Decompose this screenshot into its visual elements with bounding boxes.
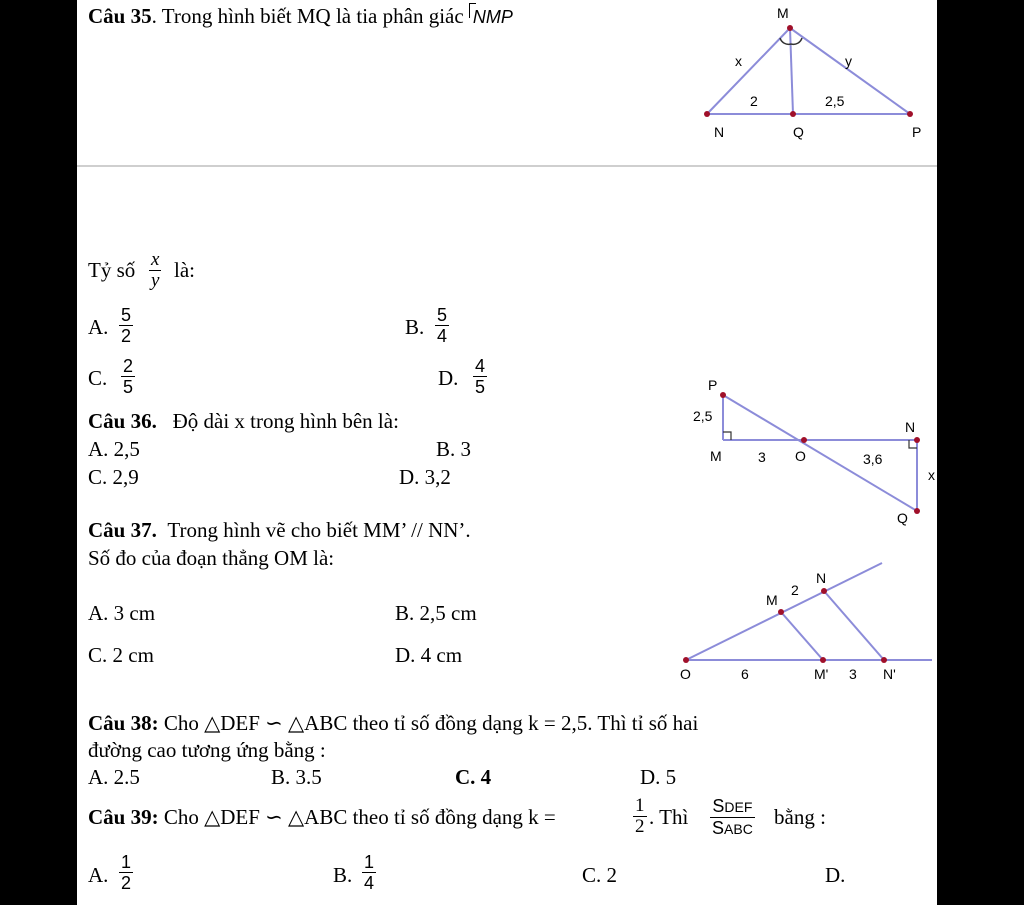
q37-figure <box>77 0 937 905</box>
label-x: x <box>928 467 935 483</box>
q35-opt-b-letter: B. <box>405 315 425 339</box>
q39-k-fraction: $\frac{1}{2}$ <box>635 795 645 837</box>
q38-line2: đường cao tương ứng bằng : <box>88 738 326 762</box>
q35-angle: NMP <box>472 7 513 27</box>
label-o: O <box>680 666 691 682</box>
label-n: N <box>816 570 827 586</box>
label-x: x <box>735 53 742 69</box>
label-m2: M' <box>814 666 829 682</box>
q38-opt-b: B. 3.5 <box>271 765 322 789</box>
q39-opt-a-frac: $\frac{1}{2}$ <box>121 852 132 893</box>
q38-opt-d: D. 5 <box>640 765 677 789</box>
label-m: M <box>710 448 722 464</box>
label-mn: 2 <box>791 582 799 598</box>
q37-line2: Số đo của đoạn thẳng OM là: <box>88 546 335 570</box>
label-nq: 2 <box>750 93 758 109</box>
q39-opt-a-letter: A. <box>88 863 109 887</box>
q36-opt-d: D. 3,2 <box>399 465 451 489</box>
q35-opt-c-frac: $\frac{2}{5}$ <box>123 356 134 397</box>
point-n <box>821 588 827 594</box>
point-m2 <box>820 657 826 663</box>
point-n2 <box>881 657 887 663</box>
q37-opt-b: B. 2,5 cm <box>395 601 477 625</box>
q35-opt-d-letter: D. <box>438 366 459 390</box>
q35-opt-d-frac: $\frac{4}{5}$ <box>475 356 486 397</box>
q35-opt-b-frac: $\frac{5}{4}$ <box>437 305 448 346</box>
q38-line <box>88 711 698 735</box>
point-m <box>778 609 784 615</box>
q36-text: Độ dài x trong hình bên là: <box>172 409 399 433</box>
q35-prompt-post: là: <box>174 258 195 282</box>
q38-opt-c: C. 4 <box>455 765 492 789</box>
q37-opt-c: C. 2 cm <box>88 643 154 667</box>
q39-text3: bằng : <box>774 805 826 829</box>
label-m: M <box>766 592 778 608</box>
q39-opt-c: C. 2 <box>582 863 618 887</box>
ray-on <box>686 563 882 660</box>
label-y: y <box>845 53 852 69</box>
q35-opt-a-frac: $\frac{5}{2}$ <box>121 305 132 346</box>
page <box>77 0 937 905</box>
q37-opt-a: A. 3 cm <box>88 601 156 625</box>
label-n: N <box>905 419 916 435</box>
label-q: Q <box>793 124 804 140</box>
q37-text: Trong hình vẽ cho biết MM’ // NN’. <box>167 518 471 542</box>
label-q: Q <box>897 510 908 526</box>
q35-prompt-fraction: $\frac{x}{y}$ <box>151 249 160 291</box>
q39-label: Câu 39: <box>88 805 159 829</box>
q36-opt-a: A. 2,5 <box>88 437 140 461</box>
q39-area-ratio: SDEF SABC <box>712 796 753 838</box>
mm-line <box>781 612 823 660</box>
q35-text: . Trong hình biết MQ là tia phân giác <box>151 4 464 28</box>
q38-text: Cho △DEF ∽ △ABC theo tỉ số đồng dạng k = 2,5. Thì tỉ số hai <box>163 711 699 735</box>
label-n2: N' <box>883 666 896 682</box>
label-m: M <box>777 5 789 21</box>
q39-opt-b-frac: $\frac{1}{4}$ <box>364 852 375 893</box>
q35-label: Câu 35 <box>88 4 152 28</box>
label-n: N <box>714 124 725 140</box>
q35-prompt-pre: Tỷ số <box>88 258 136 282</box>
q38-label: Câu 38: <box>88 711 159 735</box>
label-mn2: 3 <box>849 666 857 682</box>
q39-text: Cho △DEF ∽ △ABC theo tỉ số đồng dạng k = <box>163 805 556 829</box>
label-p: P <box>708 377 718 393</box>
label-on: 3,6 <box>863 451 883 467</box>
q36-label: Câu 36. <box>88 409 157 433</box>
q39-opt-d: D. <box>825 863 846 887</box>
q39-opt-b-letter: B. <box>333 863 353 887</box>
point-o <box>683 657 689 663</box>
label-qp: 2,5 <box>825 93 845 109</box>
label-mo: 3 <box>758 449 766 465</box>
q35-opt-c-letter: C. <box>88 366 108 390</box>
q39-line <box>88 805 556 829</box>
q37-opt-d: D. 4 cm <box>395 643 463 667</box>
label-p: P <box>912 124 922 140</box>
q38-opt-a: A. 2.5 <box>88 765 140 789</box>
label-o: O <box>795 448 806 464</box>
q36-opt-c: C. 2,9 <box>88 465 139 489</box>
q35-opt-a-letter: A. <box>88 315 109 339</box>
q37-label: Câu 37. <box>88 518 157 542</box>
label-om: 6 <box>741 666 749 682</box>
q39-text2: . Thì <box>649 805 689 829</box>
q36-opt-b: B. 3 <box>436 437 472 461</box>
label-pm: 2,5 <box>693 408 713 424</box>
nn-line <box>824 591 884 660</box>
